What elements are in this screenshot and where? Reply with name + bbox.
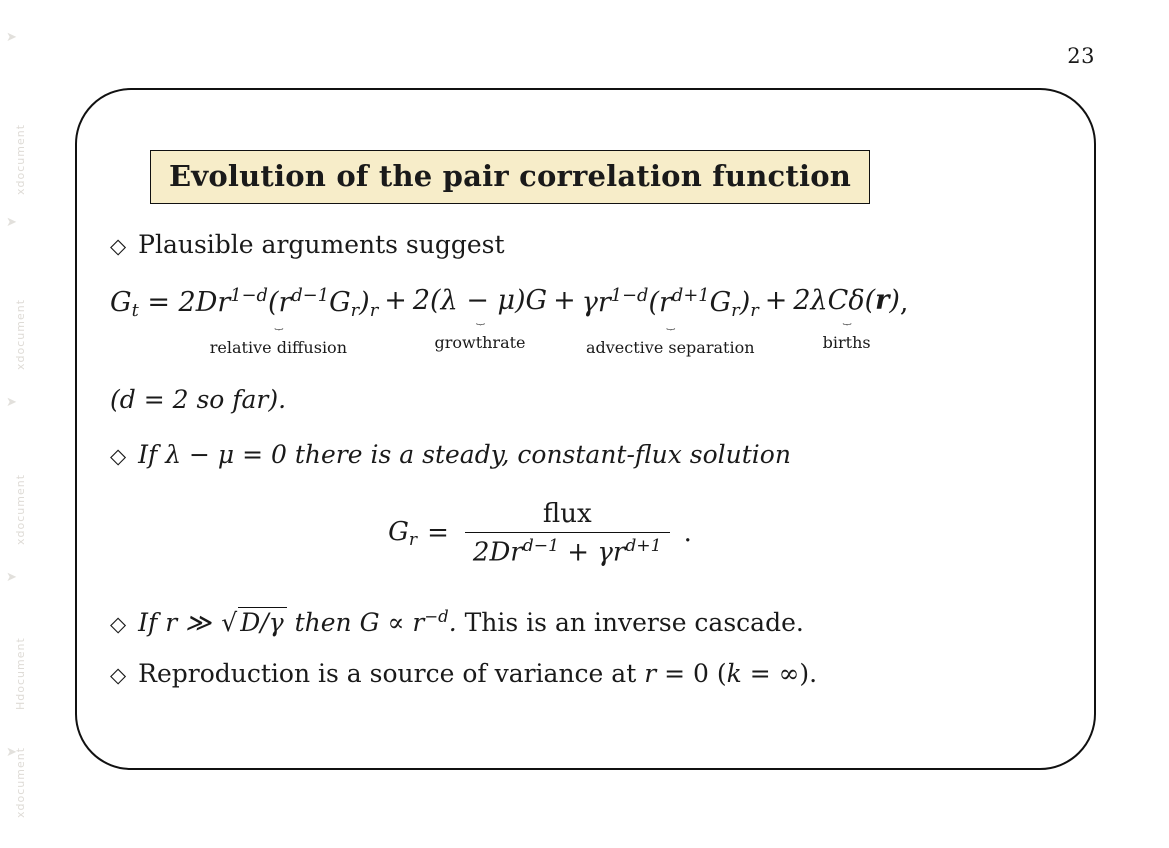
bullet-text: Plausible arguments suggest	[138, 230, 505, 259]
scan-margin-label: Hdocument	[14, 637, 27, 710]
bullet-text: Reproduction is a source of variance at r = 0 (k = ∞).	[138, 659, 818, 689]
scan-margin-label: xdocument	[14, 473, 27, 545]
bullet-text: If λ − μ = 0 there is a steady, constant-flux solution	[138, 439, 791, 469]
term-label: growthrate	[434, 333, 526, 352]
equation-flux-lhs: $G_r$	[388, 516, 418, 550]
equation-main	[110, 285, 970, 359]
equation-flux-trailing: .	[683, 518, 692, 548]
equation-term-advective-separation: $\gamma r^{1-d}(r^{d+1}G_r)_r$ ⏟ advective separation	[581, 285, 759, 357]
scan-tick: ➤	[6, 215, 17, 230]
scan-tick: ➤	[6, 745, 17, 760]
equation-flux: $G_r$ = $\frac{\text{flux}}{2Dr^{d-1} + \gamma r^{d+1}}$ .	[388, 498, 692, 568]
slide-title: Evolution of the pair correlation function	[150, 150, 870, 204]
note-dimension: (d = 2 so far).	[110, 384, 287, 414]
bullet-item	[110, 659, 970, 688]
equation-operator: +	[764, 285, 788, 316]
equation-operator: +	[384, 285, 407, 316]
term-label: relative diffusion	[209, 337, 347, 357]
bullet-item	[110, 230, 970, 259]
underbrace: ⏟	[274, 319, 283, 330]
bullet-item	[110, 440, 970, 469]
diamond-bullet-icon: ◇	[110, 234, 127, 258]
underbrace: ⏟	[842, 314, 851, 326]
underbrace: ⏟	[666, 319, 675, 330]
underbrace: ⏟	[475, 314, 484, 326]
scan-margin-label: xdocument	[14, 746, 27, 818]
fraction-denominator: $2Dr^{d-1} + \gamma r^{d+1}$	[472, 535, 662, 568]
page-number: 23	[1067, 44, 1095, 68]
diamond-bullet-icon: ◇	[110, 612, 127, 637]
term-label: births	[822, 333, 871, 352]
bullet-text: If r ≫ √ D/γ then $G \propto r^{-d}$. This is an inverse cascade.	[138, 607, 804, 638]
equation-lhs: $G_t$ =	[110, 287, 179, 321]
equation-term-growthrate: 2(λ − μ)G ⏟ growthrate	[412, 285, 548, 352]
equation-term-births: 2λCδ(r) ⏟ births	[793, 285, 900, 352]
scan-tick: ➤	[6, 570, 17, 585]
fraction-numerator: flux	[465, 499, 670, 533]
scan-tick: ➤	[6, 30, 17, 45]
scan-tick: ➤	[6, 395, 17, 410]
equation-term-relative-diffusion: $2Dr^{1-d}(r^{d-1}G_r)_r$ ⏟ relative diffusion	[178, 285, 379, 357]
scan-margin-label: xdocument	[14, 298, 27, 370]
slide-content	[110, 150, 970, 688]
bullet-item	[110, 607, 970, 637]
diamond-bullet-icon: ◇	[110, 663, 127, 688]
term-label: advective separation	[585, 337, 755, 357]
scan-artifacts	[0, 0, 40, 848]
fraction	[465, 499, 670, 567]
equation-operator: +	[553, 285, 576, 316]
scan-margin-label: xdocument	[14, 123, 27, 195]
diamond-bullet-icon: ◇	[110, 443, 127, 468]
equation-trailing-comma: ,	[899, 287, 909, 318]
